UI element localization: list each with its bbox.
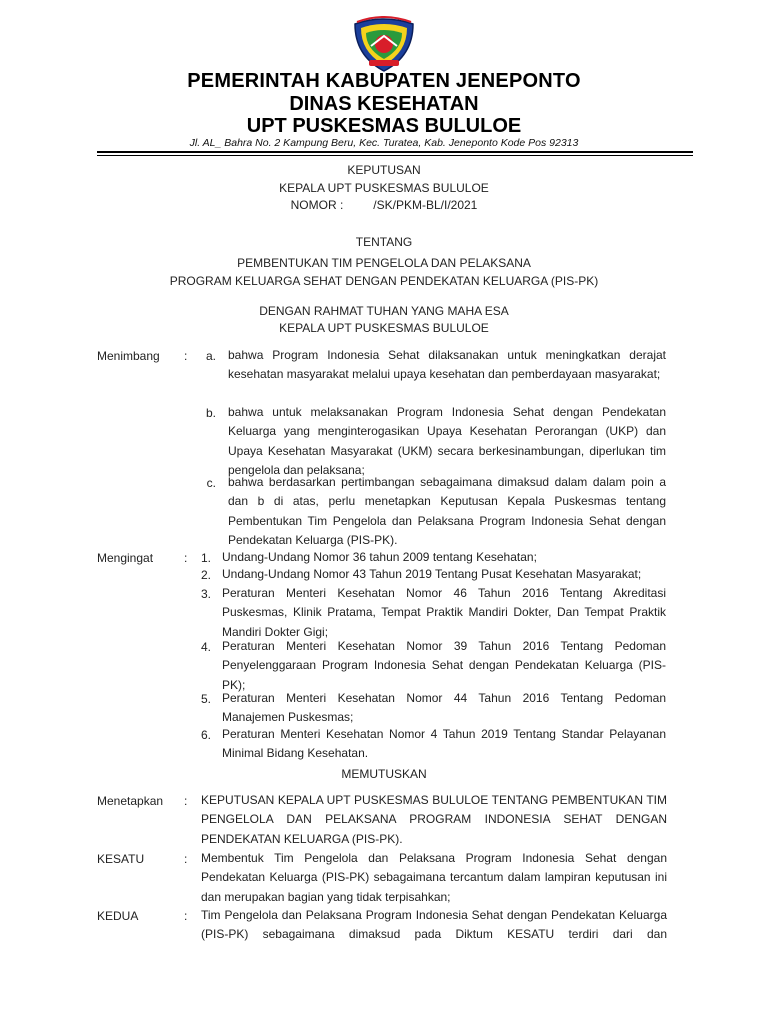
menimbang-item-text: bahwa Program Indonesia Sehat dilaksanakan untuk meningkatkan derajat kesehatan masyarakat melalui upaya kesehatan dan pemberdayaan masyarakat; [228,348,666,382]
decree-subject-line-1: PEMBENTUKAN TIM PENGELOLA DAN PELAKSANA [237,256,531,270]
decree-about: TENTANG [355,235,413,249]
mengingat-item-mark: 3. [200,587,211,601]
letterhead-government: PEMERINTAH KABUPATEN JENEPONTO [187,70,581,92]
number-label: NOMOR : [290,198,344,212]
mengingat-item-text: Undang-Undang Nomor 36 tahun 2009 tentang Kesehatan; [222,550,537,564]
menimbang-item-mark: c. [206,476,216,490]
kedua-label: KEDUA [97,909,139,923]
kesatu-colon: : [184,852,188,866]
mengingat-item-text: Peraturan Menteri Kesehatan Nomor 44 Tahun 2016 Tentang Pedoman Manajemen Puskesmas; [222,691,666,725]
preamble-line-2: KEPALA UPT PUSKESMAS BULULOE [279,321,489,335]
mengingat-item-mark: 6. [200,728,211,742]
mengingat-item-mark: 2. [200,568,211,582]
memutuskan-heading: MEMUTUSKAN [341,767,427,781]
mengingat-label: Mengingat [97,551,154,565]
menimbang-colon: : [184,349,188,363]
menimbang-item-mark: a. [205,349,216,363]
letterhead-unit: UPT PUSKESMAS BULULOE [246,115,522,137]
regency-emblem-icon [349,16,419,72]
number-value: /SK/PKM-BL/I/2021 [373,198,478,212]
decree-number [0,198,768,212]
decree-issuer: KEPALA UPT PUSKESMAS BULULOE [279,181,489,195]
mengingat-item-text: Peraturan Menteri Kesehatan Nomor 46 Tahun 2016 Tentang Akreditasi Puskesmas, Klinik Pratama, Tempat Praktik Mandiri Dokter, Dan Tempat Praktik Mandiri Dokter Gigi; [222,586,666,639]
menimbang-label: Menimbang [97,349,160,363]
mengingat-item-mark: 5. [200,692,211,706]
menetapkan-colon: : [184,794,188,808]
kesatu-label: KESATU [97,852,145,866]
menimbang-item-mark: b. [205,406,216,420]
menimbang-item-text: bahwa untuk melaksanakan Program Indonesia Sehat dengan Pendekatan Keluarga yang menginterogasikan Upaya Kesehatan Perorangan (UKP) dan Upaya Kesehatan Masyarakat (UKM) secara berkesinambungan, diperlukan tim pengelola dan pelaksana; [228,405,666,478]
mengingat-item-text: Peraturan Menteri Kesehatan Nomor 39 Tahun 2016 Tentang Pedoman Penyelenggaraan Program Indonesia Sehat dengan Pendekatan Keluarga (PIS-PK); [222,639,666,692]
decree-subject-line-2: PROGRAM KELUARGA SEHAT DENGAN PENDEKATAN KELUARGA (PIS-PK) [169,274,599,288]
preamble-line-1: DENGAN RAHMAT TUHAN YANG MAHA ESA [259,304,509,318]
decree-type: KEPUTUSAN [347,163,421,177]
mengingat-item-mark: 4. [200,640,211,654]
letterhead-rule-thin [97,155,693,156]
menetapkan-label: Menetapkan [97,794,164,808]
menetapkan-text: KEPUTUSAN KEPALA UPT PUSKESMAS BULULOE TENTANG PEMBENTUKAN TIM PENGELOLA DAN PELAKSANA PROGRAM INDONESIA SEHAT DENGAN PENDEKATAN KELUARGA (PIS-PK). [201,793,667,846]
mengingat-item-text: Undang-Undang Nomor 43 Tahun 2019 Tentang Pusat Kesehatan Masyarakat; [222,567,642,581]
mengingat-item-mark: 1. [200,551,211,565]
letterhead-rule [97,151,693,153]
mengingat-colon: : [184,551,188,565]
kedua-colon: : [184,909,188,923]
kedua-text: Tim Pengelola dan Pelaksana Program Indonesia Sehat dengan Pendekatan Keluarga (PIS-PK) sebagaimana dimaksud pada Diktum KESATU terdiri dari dan [201,908,667,942]
menimbang-item-text: bahwa berdasarkan pertimbangan sebagaimana dimaksud dalam dalam poin a dan b di atas, perlu menetapkan Keputusan Kepala Puskesmas tentang Pembentukan Tim Pengelola dan Pelaksana Program Indonesia Sehat dengan Pendekatan Keluarga (PIS-PK). [228,475,666,548]
letterhead-address: Jl. AL_ Bahra No. 2 Kampung Beru, Kec. Turatea, Kab. Jeneponto Kode Pos 92313 [189,137,579,149]
kesatu-text: Membentuk Tim Pengelola dan Pelaksana Program Indonesia Sehat dengan Pendekatan Keluarga (PIS-PK) sebagaimana tercantum dalam lampiran keputusan ini dan merupakan bagian yang tidak terpisahkan; [201,851,667,904]
mengingat-item-text: Peraturan Menteri Kesehatan Nomor 4 Tahun 2019 Tentang Standar Pelayanan Minimal Bidang Kesehatan. [222,727,666,761]
letterhead-department: DINAS KESEHATAN [289,93,479,115]
